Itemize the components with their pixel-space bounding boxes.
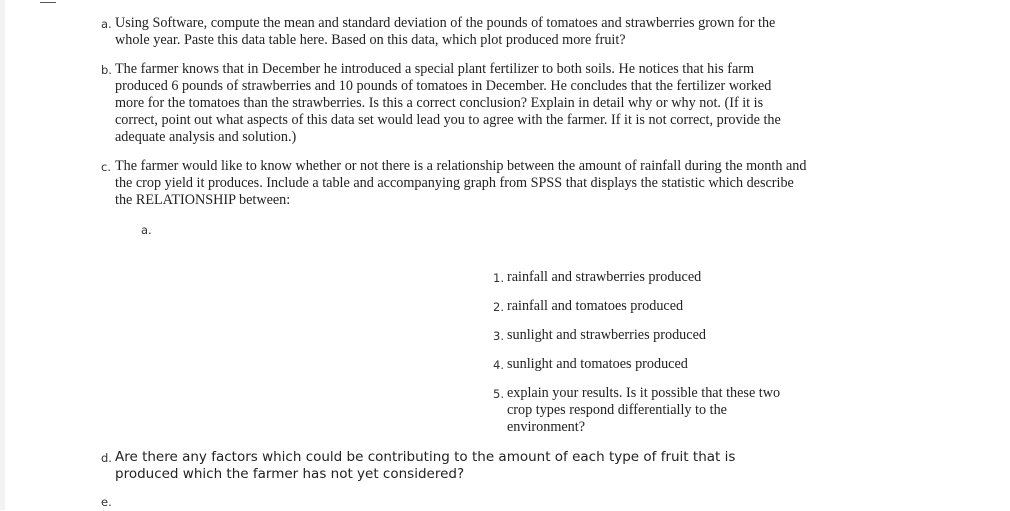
numbered-text-2: rainfall and tomatoes produced [507, 298, 684, 314]
numbered-marker-1: 1. [493, 271, 504, 285]
numbered-item-2 [493, 298, 793, 315]
list-marker-b: b. [101, 63, 112, 77]
numbered-item-5 [493, 385, 793, 436]
numbered-item-4 [493, 356, 793, 373]
numbered-text-5: explain your results. Is it possible that these two crop types respond differentially to the environment? [507, 385, 781, 435]
numbered-item-3 [493, 327, 793, 344]
question-c-text: The farmer would like to know whether or not there is a relationship between the amount of rainfall during the month and the crop yield it produces. Include a table and accompanying graph from SPSS that displays the statistic which describe the RELATIONSHIP between: [115, 158, 807, 208]
numbered-marker-4: 4. [493, 358, 504, 372]
list-item-d [101, 449, 761, 483]
question-b-text: The farmer knows that in December he introduced a special plant fertilizer to both soils. He notices that his farm produced 6 pounds of strawberries and 10 pounds of tomatoes in December. He concludes that the fertilizer worked more for the tomatoes than the strawberries. Is this a correct conclusion? Explain in detail why or why not. (If it is correct, point out what aspects of this data set would lead you to agree with the farmer. If it is not correct, provide the adequate analysis and solution.) [115, 61, 781, 145]
question-a-text: Using Software, compute the mean and standard deviation of the pounds of tomatoes and strawberries grown for the whole year. Paste this data table here. Based on this data, which plot produced more fruit? [115, 15, 776, 48]
list-item-a [101, 15, 801, 49]
list-marker-d: d. [101, 451, 112, 465]
numbered-marker-3: 3. [493, 329, 504, 343]
sub-list-marker-a: a. [141, 223, 152, 237]
list-marker-c: c. [101, 160, 111, 174]
question-d-text: Are there any factors which could be contributing to the amount of each type of fruit that is produced which the farmer has not yet considered? [115, 449, 736, 482]
numbered-item-1 [493, 269, 793, 286]
list-item-c [101, 158, 809, 209]
numbered-text-3: sunlight and strawberries produced [507, 327, 706, 343]
numbered-text-1: rainfall and strawberries produced [507, 269, 702, 285]
numbered-text-4: sunlight and tomatoes produced [507, 356, 688, 372]
numbered-marker-2: 2. [493, 300, 504, 314]
list-marker-e: e. [101, 495, 112, 509]
list-item-b [101, 61, 791, 146]
numbered-marker-5: 5. [493, 387, 504, 401]
list-marker-a: a. [101, 17, 112, 31]
